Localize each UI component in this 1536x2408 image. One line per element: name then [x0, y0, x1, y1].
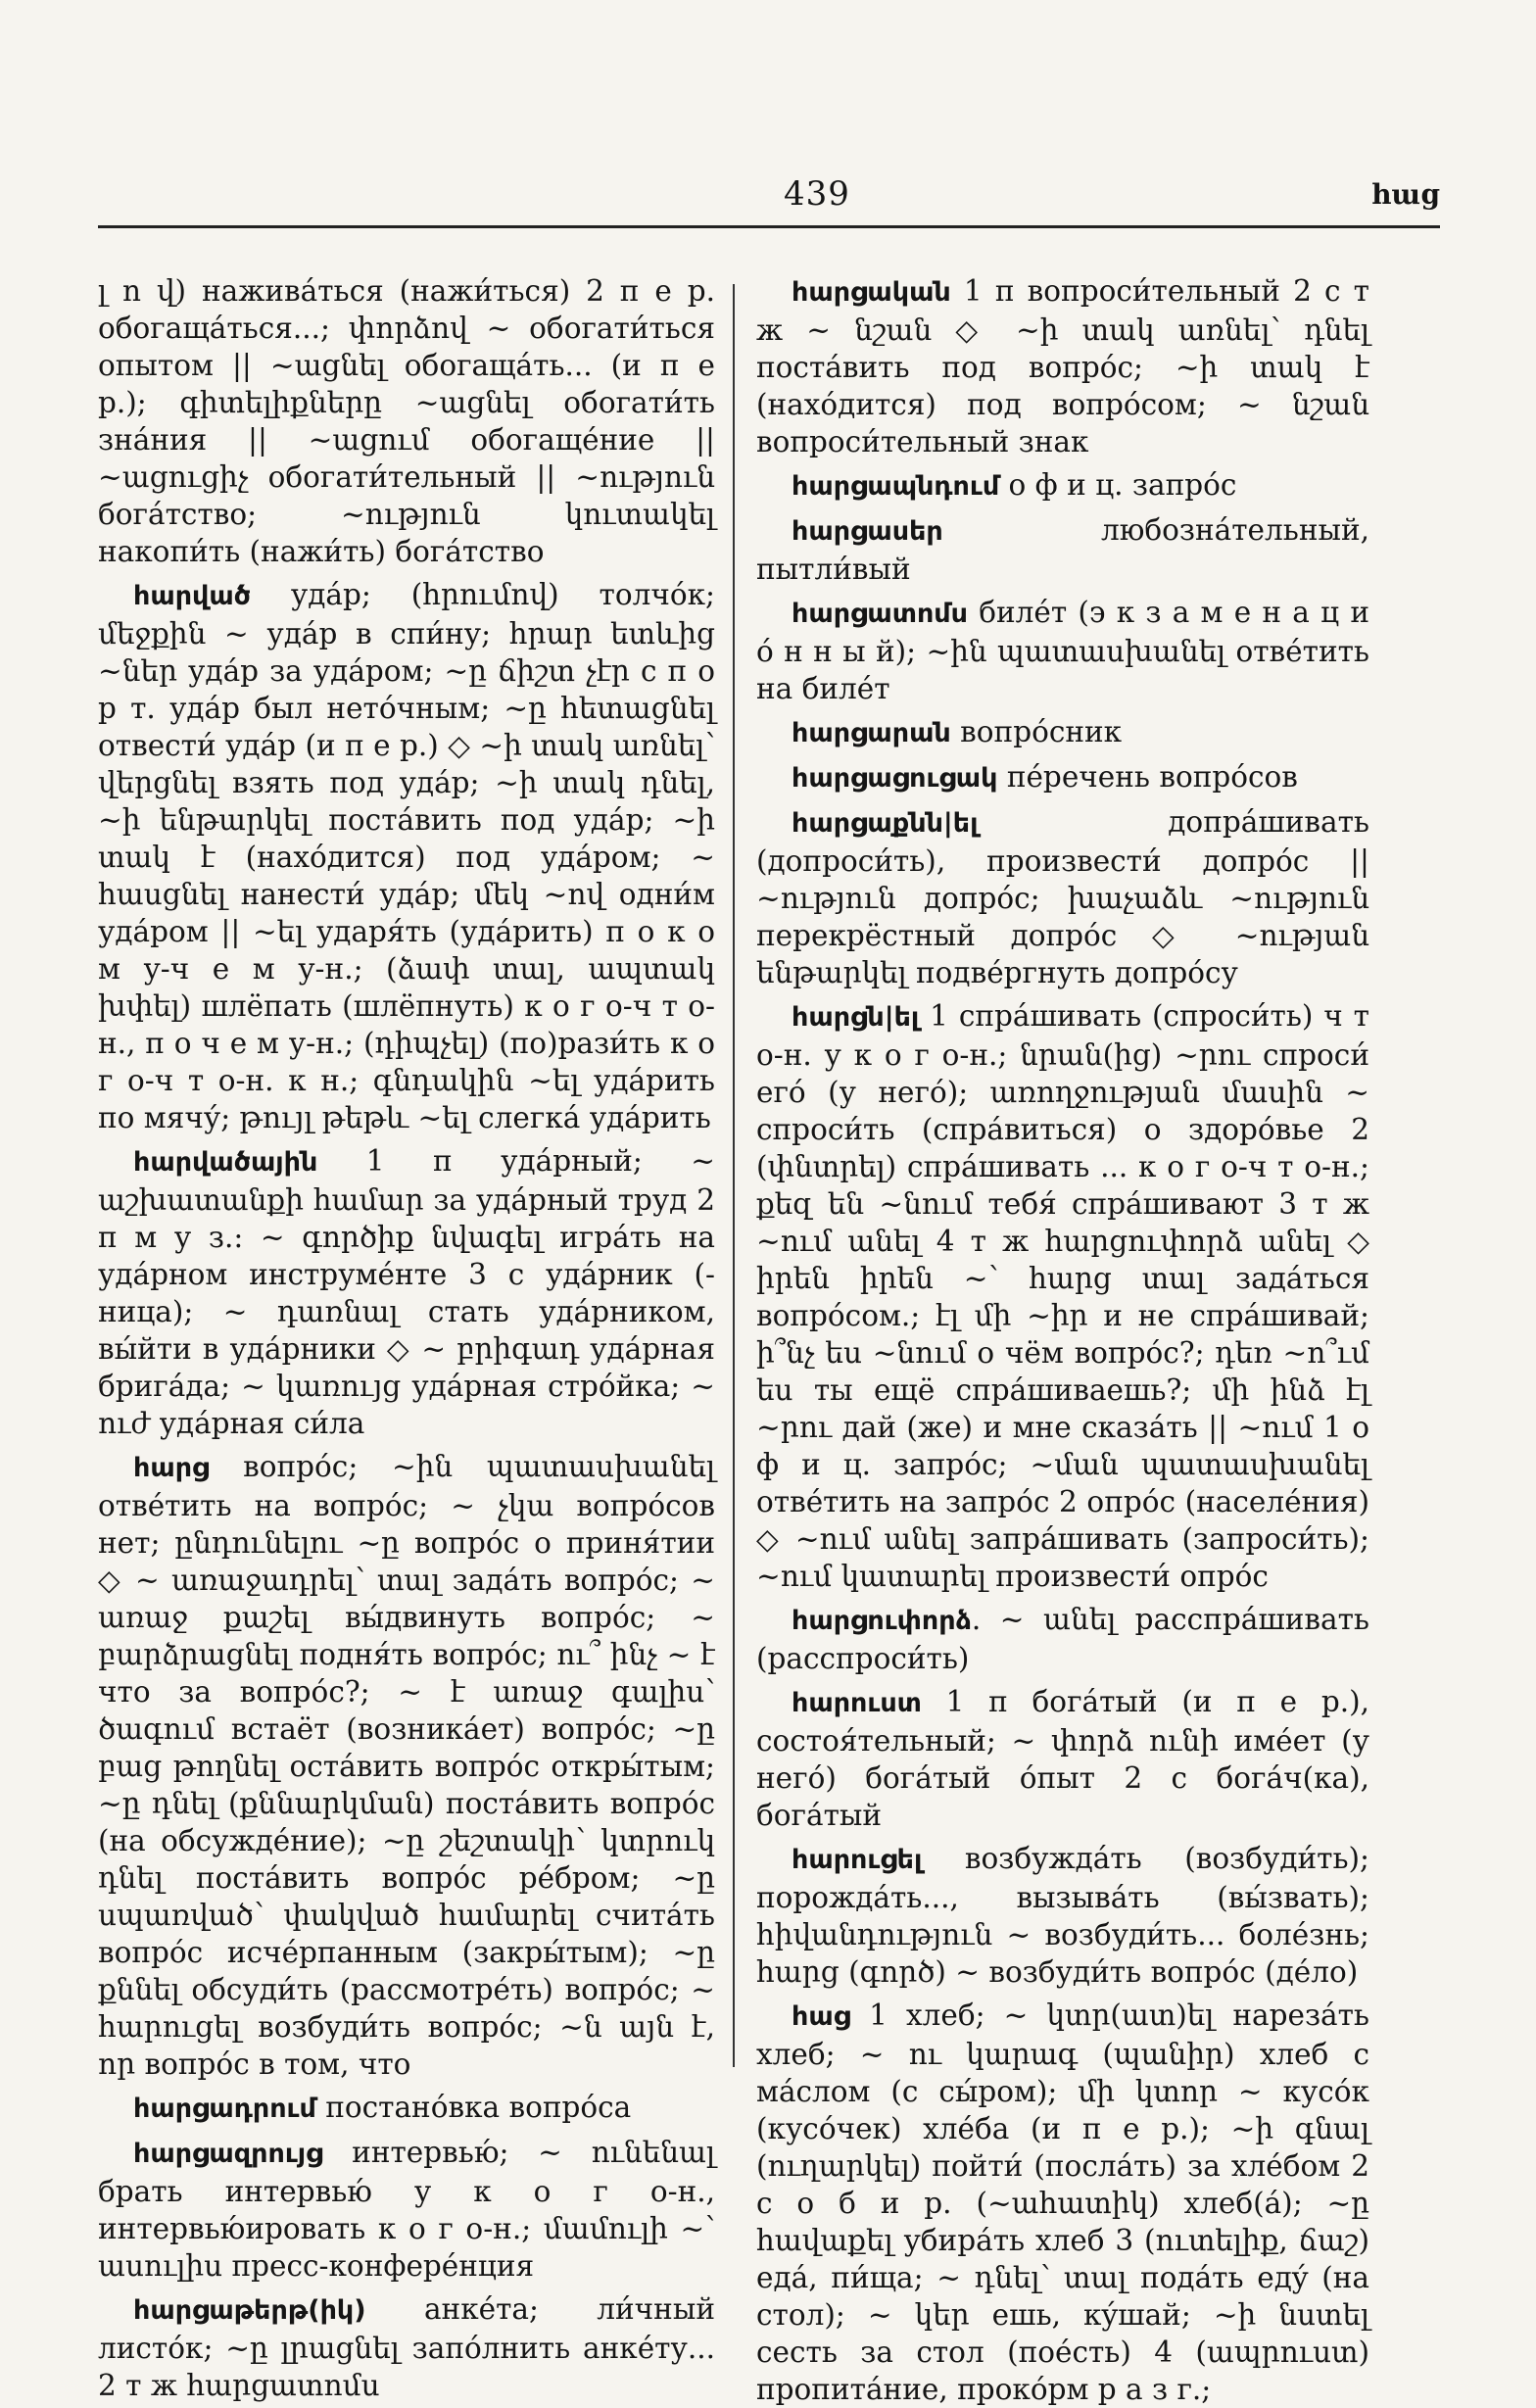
entry-text: билéт (э к з а м е н а ц и о́ н н ы й); ~ին պատասխանել отвéтить на билéт — [756, 596, 1369, 705]
entry-headword: հարցական — [792, 277, 951, 308]
entry-text: 1 хлеб; ~ կտր(ատ)ել нарезáть хлеб; ~ ու կարագ (պանիր) хлеб с мáслом (с сы́ром); մի կտոր ~ кусóк (кусóчек) хлéба (и п е р.); ~ի գնալ (ուղարկել) пойти́ (послáть) за хлéбом 2 с о б и р. (~ահատիկ) хлеб(á); ~ը հավաքել убирáть хлеб 3 (ուտելիք, ճաշ) едá, пи́ща; ~ դնել՝ տալ подáть едý (на стол); ~ կեր ешь, кýшай; ~ի նստել сесть за стол (поéсть) 4 (ապրուստ) пропитáние, прокóрм р а з г.; — [756, 1999, 1369, 2406]
dictionary-entry — [756, 1840, 1369, 1991]
entry-headword: հարցացուցակ — [792, 763, 998, 794]
dictionary-entry — [756, 1683, 1369, 1834]
entry-text: анкéта; ли́чный листóк; ~ը լրացնել запóлнить анкéту... 2 т ж հարցատոմս — [98, 2292, 715, 2402]
dictionary-entry — [756, 803, 1369, 991]
entry-headword: հարուցել — [792, 1845, 923, 1875]
dictionary-entry — [98, 1448, 715, 2083]
entry-text: пéречень вопрóсов — [997, 760, 1298, 794]
entry-text: 1 п богáтый (и п е р.), состоя́тельный; ~ փորձ ունի имéет (у негó) богáтый óпыт 2 с богáч(ка), богáтый — [756, 1685, 1369, 1832]
left-column — [98, 272, 715, 2402]
dictionary-entry — [756, 997, 1369, 1595]
entry-text: 1 п вопроси́тельный 2 с т ж ~ նշան ◇ ~ի տակ առնել՝ դնել постáвить под вопрóс; ~ի տակ է (нахóдится) под вопрóсом; ~ նշան вопроси́тельный знак — [756, 274, 1369, 458]
entry-text: постанóвка вопрóса — [315, 2091, 632, 2124]
entry-text: вопрóсник — [950, 715, 1123, 748]
dictionary-entry — [756, 594, 1369, 707]
entry-text: 1 п удáрный; ~ աշխատանքի համար за удáрный труд 2 п м у з.: ~ գործիք նվագել игрáть на удáрном инструмéнте 3 с удáрник (-ница); ~ դառնալ стать удáрником, вы́йти в удáрники ◇ ~ բրիգադ удáрная бригáда; ~ կառույց удáрная стрóйка; ~ ուժ удáрная си́ла — [98, 1144, 715, 1440]
dictionary-entry — [98, 2134, 715, 2285]
entry-text: любознáтельный, пытли́вый — [756, 513, 1369, 586]
entry-text: допрáшивать (допроси́ть), произвести́ допрóс || ~ություն допрóс; խաչաձև ~ություն перекрёстный допрóс ◇ ~ության ենթարկել подвéргнуть допрóсу — [756, 805, 1369, 989]
header-rule — [98, 225, 1440, 228]
dictionary-entry — [98, 272, 715, 570]
entry-text: լ ո վ) наживáться (нажи́ться) 2 п е р. обогащáться...; փորձով ~ обогати́ться опытом || ~ացնել обогащáть... (и п е р.); գիտելիքները ~ացնել обогати́ть знáния || ~ացում обогащéние || ~ացուցիչ обогати́тельный || ~ություն богáтство; ~ություն կուտակել накопи́ть (нажи́ть) богáтство — [98, 274, 715, 568]
running-head: հաց — [1370, 178, 1440, 211]
entry-text: возбуждáть (возбуди́ть); порождáть..., вызывáть (вы́звать); հիվանդություն ~ возбуди́ть... болéзнь; հարց (գործ) ~ возбуди́ть вопрóс (дéло) — [756, 1842, 1369, 1989]
entry-text: . ~ անել расспрáшивать (расспроси́ть) — [756, 1603, 1369, 1675]
dictionary-entry — [756, 1997, 1369, 2408]
entry-headword: հարց — [133, 1453, 210, 1483]
entry-headword: հարցաքնն|ել — [792, 808, 979, 839]
entry-text: о ф и ц. запрóс — [999, 468, 1237, 502]
dictionary-entry — [98, 576, 715, 1136]
entry-headword: հարցասեր — [792, 516, 943, 547]
dictionary-entry — [98, 1142, 715, 1442]
entry-headword: հարված — [133, 581, 251, 611]
entry-text: 1 спрáшивать (спроси́ть) ч т о-н. у к о г о-н.; նրան(ից) ~րու спроси́ его́ (у негó); առողջության մասին ~ спроси́ть (спрáвиться) о здорóвье 2 (փնտրել) спрáшивать ... к о г о-ч т о-н.; քեզ են ~նում тебя́ спрáшивают 3 т ж ~ում անել 4 т ж հարցուփորձ անել ◇ իրեն իրեն ~՝ հարց տալ задáться вопрóсом.; էլ մի ~իր и не спрáшивай; ի՞նչ ես ~նում о чём вопрóс?; դեռ ~ո՞ւմ ես ты ещё спрáшиваешь?; մի ինձ էլ ~րու дай (же) и мне сказáть || ~ում 1 о ф и ц. запрóс; ~ման պատասխանել отвéтить на запрóс 2 опрóс (населéния) ◇ ~ում անել запрáшивать (запроси́ть); ~ում կատարել произвести́ опрóс — [756, 999, 1369, 1593]
dictionary-entry — [98, 2089, 715, 2128]
entry-text: удáр; (հրումով) толчóк; մեջքին ~ удáр в спи́ну; հրար ետևից ~ներ удáр за удáром; ~ը ճիշտ չէր с п о р т. удáр был нетóчным; ~ը հետացնել отвести́ удáр (и п е р.) ◇ ~ի տակ առնել՝ վերցնել взять под удáр; ~ի տակ դնել, ~ի ենթարկել постáвить под удáр; ~ի տակ է (нахóдится) под удáром; ~ հասցնել нанести́ удáр; մեկ ~ով одни́м удáром || ~ել ударя́ть (удáрить) п о к о м у-ч е м у-н.; (ձափ տալ, ապտակ խփել) шлёпать (шлёпнуть) к о г о-ч т о-н., п о ч е м у-н.; (դիպչել) (по)рази́ть к о г о-ч т о-н. к н.; գնդակին ~ել удáрить по мячу́; թույլ թեթև ~ել слегкá удáрить — [98, 578, 715, 1134]
column-divider — [733, 284, 735, 2067]
dictionary-entry — [756, 1601, 1369, 1677]
dictionary-entry — [756, 713, 1369, 752]
dictionary-entry — [756, 466, 1369, 506]
entry-headword: հարուստ — [792, 1688, 922, 1718]
entry-headword: հարցադրում — [133, 2094, 316, 2124]
entry-text: вопрóс; ~ին պատասխանել отвéтить на вопрóс; ~ չկա вопрóсов нет; ընդունելու ~ը вопрóс о приня́тии ◇ ~ առաջադրել՝ տալ задáть вопрóс; ~ առաջ քաշել вы́двинуть вопрóс; ~ բարձրացնել подня́ть вопрóс; ու՞ ինչ ~ է что за вопрóс?; ~ է առաջ գալիս՝ ծագում встаёт (возникáет) вопрóс; ~ը բաց թողնել остáвить вопрóс откры́тым; ~ը դնել (քննարկման) постáвить вопрóс (на обсуждéние); ~ը շեշտակի՝ կտրուկ դնել постáвить вопрóс рéбром; ~ը սպառված՝ փակված համարել считáть вопрóс исчéрпанным (закры́тым); ~ը քննել обсуди́ть (рассмотрéть) вопрóс; ~ հարուցել возбуди́ть вопрóс; ~ն այն է, որ вопрóс в том, что — [98, 1450, 715, 2081]
entry-headword: հարցազրույց — [133, 2139, 323, 2169]
entry-headword: հարցապնդում — [792, 471, 1000, 502]
entry-headword: հարցաթերթ(իկ) — [133, 2295, 366, 2326]
dictionary-entry — [756, 758, 1369, 797]
entry-headword: հարցն|ել — [792, 1002, 920, 1033]
right-column — [756, 272, 1369, 2406]
entry-headword: հարցուփորձ — [792, 1606, 972, 1636]
entry-headword: հարցատոմս — [792, 599, 969, 629]
entry-text: интервью́; ~ ունենալ брать интервью́ у к о г о-н., интервью́ировать к о г о-н.; մամուլի ~՝ ասուլիս пресс-конферéнция — [98, 2136, 715, 2283]
entry-headword: հարվածային — [133, 1147, 318, 1178]
entry-headword: հարցարան — [792, 718, 951, 748]
entry-headword: հաց — [792, 2001, 851, 2032]
dictionary-entry — [756, 511, 1369, 588]
page-header — [98, 0, 1440, 230]
dictionary-entry — [98, 2290, 715, 2404]
page-number: 439 — [784, 174, 850, 214]
dictionary-entry — [756, 272, 1369, 460]
